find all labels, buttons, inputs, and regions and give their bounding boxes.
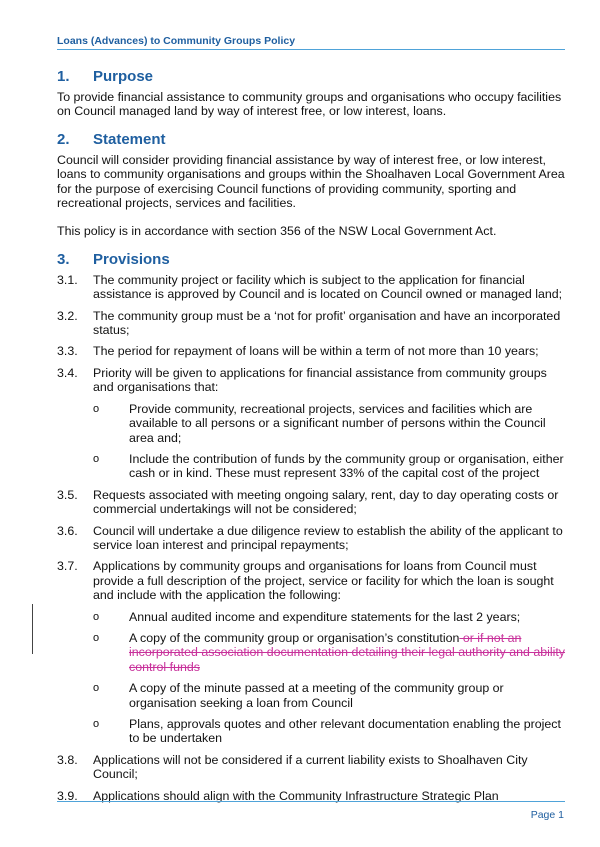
bullet-marker: o <box>93 610 100 623</box>
provision-text: The community group must be a ‘not for profit’ organisation and have an incorporated status; <box>93 308 561 338</box>
provision-text: Applications should align with the Community Infrastructure Strategic Plan <box>93 788 499 803</box>
sub-list-item <box>57 681 565 710</box>
provision-item <box>57 366 565 481</box>
provision-item <box>57 753 565 782</box>
section-title: Statement <box>93 130 166 148</box>
sub-list-item <box>57 631 565 674</box>
provision-item <box>57 559 565 745</box>
section-number: 2. <box>57 130 70 148</box>
statement-paragraph-2: This policy is in accordance with section 356 of the NSW Local Government Act. <box>57 224 497 239</box>
provision-text: Priority will be given to applications for financial assistance from community groups and organisations that: <box>93 365 547 395</box>
provision-number: 3.5. <box>57 487 78 502</box>
provision-item <box>57 488 565 517</box>
provision-item <box>57 344 565 358</box>
sub-list-item <box>57 610 565 624</box>
section-title: Provisions <box>93 250 170 268</box>
sub-item-text <box>129 631 565 674</box>
provision-number: 3.9. <box>57 788 78 803</box>
provision-item <box>57 524 565 553</box>
sub-item-text-kept: A copy of the community group or organisation’s constitution <box>129 630 460 645</box>
tracked-change-bar <box>32 604 33 654</box>
bullet-marker: o <box>93 718 100 730</box>
sub-item-text: Provide community, recreational projects, services and facilities which are available to all persons or a significant number of persons within the Council area and; <box>129 401 546 445</box>
provision-item <box>57 309 565 338</box>
provision-number: 3.7. <box>57 559 78 574</box>
provision-text: The period for repayment of loans will be within a term of not more than 10 years; <box>93 344 539 359</box>
provision-text: Council will undertake a due diligence review to establish the ability of the applicant to service loan interest and principal repayments; <box>93 523 563 552</box>
bullet-marker: o <box>93 402 100 415</box>
sub-list-item <box>57 402 565 445</box>
sub-item-text: Annual audited income and expenditure statements for the last 2 years; <box>129 609 521 624</box>
section-heading-purpose <box>57 67 565 87</box>
provision-number: 3.2. <box>57 308 78 323</box>
provision-text: The community project or facility which is subject to the application for financial assistance is approved by Council and is located on Council owned or managed land; <box>93 272 563 302</box>
sub-item-text: Include the contribution of funds by the community group or organisation, either cash or in kind. These must represent 33% of the capital cost of the project <box>129 451 564 481</box>
provision-text: Requests associated with meeting ongoing salary, rent, day to day operating costs or commercial undertakings will not be considered; <box>93 487 559 517</box>
provision-number: 3.1. <box>57 272 78 287</box>
purpose-paragraph: To provide financial assistance to community groups and organisations who occupy facilities on Council managed land by way of interest free, or low interest, loans. <box>57 90 562 119</box>
bullet-marker: o <box>93 682 100 695</box>
statement-paragraph-1: Council will consider providing financial assistance by way of interest free, or low interest, loans to community organisations and groups within the Shoalhaven Local Government Area for the purpose of exercising Council functions of providing community, sporting and recreational projects, services and facilities. <box>57 152 565 211</box>
running-header-title: Loans (Advances) to Community Groups Policy <box>57 35 296 47</box>
section-number: 1. <box>57 68 70 85</box>
page-number: Page 1 <box>530 809 564 821</box>
provision-text: Applications by community groups and organisations for loans from Council must provide a full description of the project, service or facility for which the loan is sought and include with the application the following: <box>93 559 554 603</box>
provision-number: 3.6. <box>57 523 78 538</box>
section-heading-provisions <box>57 250 565 270</box>
sub-list-item <box>57 452 565 481</box>
bullet-marker: o <box>93 452 100 465</box>
sub-item-text: Plans, approvals quotes and other relevant documentation enabling the project to be undertaken <box>129 717 561 746</box>
provision-item <box>57 273 565 302</box>
section-title: Purpose <box>93 68 154 85</box>
provision-number: 3.4. <box>57 365 78 380</box>
provision-number: 3.3. <box>57 344 78 359</box>
sub-item-text: A copy of the minute passed at a meeting of the community group or organisation seeking a loan from Council <box>129 681 504 710</box>
deleted-text-tracked-change: or if not an incorporated association documentation detailing their legal authority and ability control funds <box>129 630 566 674</box>
provision-text: Applications will not be considered if a current liability exists to Shoalhaven City Council; <box>93 752 528 782</box>
section-number: 3. <box>57 250 70 268</box>
bullet-marker: o <box>93 631 100 644</box>
footer-divider <box>57 801 565 802</box>
header-divider <box>57 49 565 50</box>
sub-list-item <box>57 717 565 746</box>
policy-body <box>57 64 565 803</box>
section-heading-statement <box>57 130 565 150</box>
provision-number: 3.8. <box>57 752 78 767</box>
